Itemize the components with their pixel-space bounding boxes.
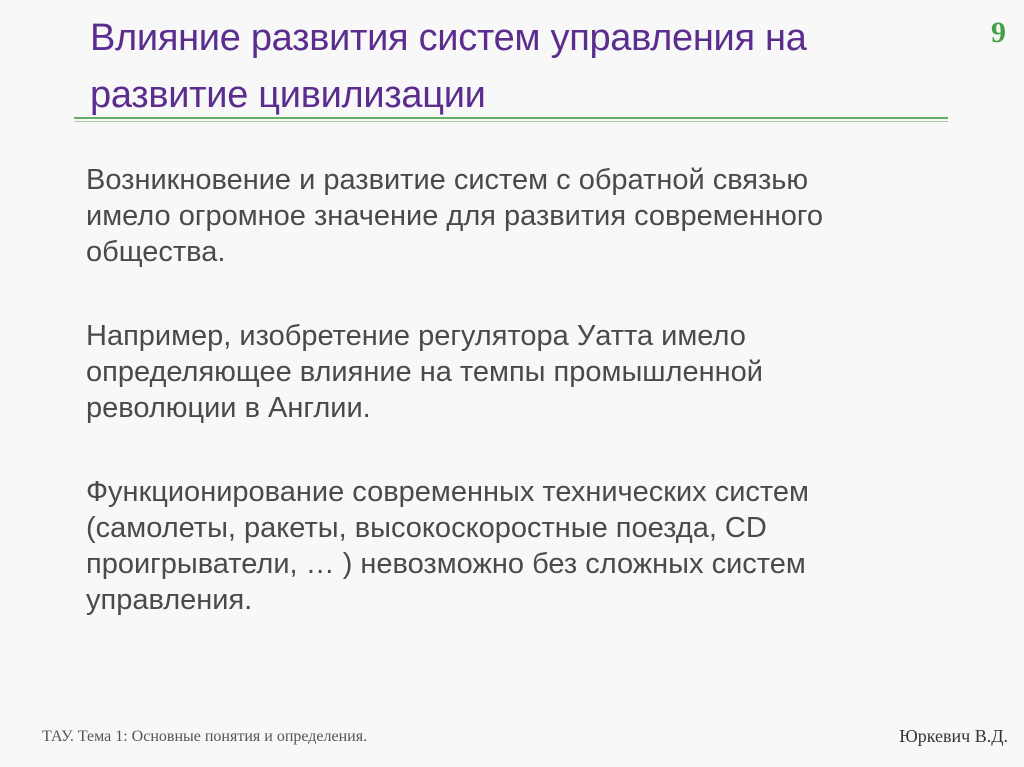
slide-title: Влияние развития систем управления на развитие цивилизации [90,17,807,116]
slide-body [86,162,886,666]
title-divider-thin [74,121,948,122]
footer-course-title: ТАУ. Тема 1: Основные понятия и определения. [42,728,368,745]
paragraph: Возникновение и развитие систем с обратной связью имело огромное значение для развития современного общества. [86,164,823,268]
paragraph: Функционирование современных технических систем (самолеты, ракеты, высокоскоростные поезда, CD проигрыватели, … ) невозможно без сложных систем управления. [86,476,809,616]
footer-author: Юркевич В.Д. [899,726,1008,746]
title-divider [74,117,948,119]
page-number: 9 [991,16,1006,49]
paragraph: Например, изобретение регулятора Уатта имело определяющее влияние на темпы промышленной революции в Англии. [86,320,763,424]
